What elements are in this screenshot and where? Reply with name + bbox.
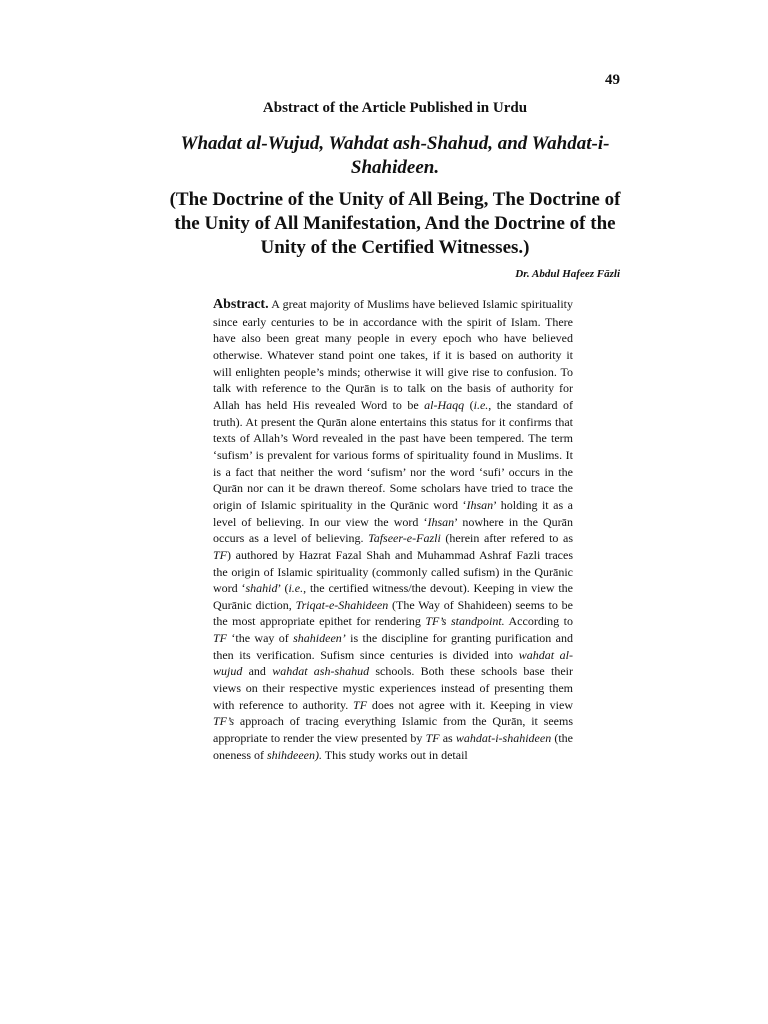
abstract-paragraph [213,296,573,763]
abstract-label: Abstract. [213,297,269,312]
abstract-italic-term: shahideen’ [293,631,346,646]
abstract-text-run: ’ nowhere in the Qurān occurs as a level of believing. [213,514,573,546]
abstract-text-run: ‘the way of [227,631,294,646]
author-name: Dr. Abdul Hafeez Fāzli [515,268,620,280]
abstract-italic-term: i.e. [473,397,489,412]
abstract-text-run: approach of tracing everything Islamic from the Qurān, it seems appropriate to render the view presented by [213,714,573,746]
page-number: 49 [605,72,620,88]
abstract-text-run: schools. Both these schools base their views on their respective mystic experiences instead of presenting them with reference to authority. [213,664,573,712]
abstract-text-run: ) authored by Hazrat Fazal Shah and Muhammad Ashraf Fazli traces the origin of Islamic spirituality (commonly called sufism) in the Qurānic word ‘ [213,547,573,596]
abstract-text-run: This study works out in detail [321,747,468,762]
article-heading: Abstract of the Article Published in Urdu [262,100,528,116]
abstract-text-run: as [439,731,456,746]
abstract-italic-term: wahdat al-wujud [213,647,573,679]
abstract-italic-term: TF [213,631,228,646]
abstract-text-run: and [242,664,273,679]
abstract-italic-term: TF’s [213,714,235,729]
abstract-text-run: is the discipline for granting purification and then its verification. Sufism since centuries is divided into [213,631,573,662]
abstract-text-run: According to [504,614,574,629]
abstract-text-run: (herein after refered to as [440,531,573,546]
abstract-text-run: , the standard of truth). At present the Qurān alone entertains this status for it confirms that texts of Allah’s Word revealed in the past have been tempered. The term ‘sufism’ is prevalent for various forms of spirituality found in Muslims. It is a fact that neither the word ‘sufism’ nor the word ‘sufi’ occurs in the Qurān nor can it be drawn thereof. Some scholars have tried to trace the origin of Islamic spirituality in the Qurānic word ‘ [213,397,573,512]
article-subtitle: (The Doctrine of the Unity of All Being, The Doctrine of the Unity of All Manifestation, And the Doctrine of the Unity of the Certified Witnesses.) [169,189,621,258]
abstract-italic-term: shahid [245,581,278,596]
abstract-text-run: does not agree with it. Keeping in view [367,697,573,712]
abstract-italic-term: i.e. [288,581,304,596]
abstract-italic-term: TF’s standpoint. [425,614,505,629]
abstract-italic-term: shihdeeen). [267,747,322,762]
article-title: Whadat al-Wujud, Wahdat ash-Shahud, and Wahdat-i-Shahideen. [180,133,610,178]
abstract-italic-term: TF [353,697,368,712]
abstract-text-run: (the oneness of [213,731,573,762]
abstract-body [213,297,573,762]
abstract-text-run: (The Way of Shahideen) seems to be the most appropriate epithet for rendering [213,597,573,629]
abstract-italic-term: Tafseer-e-Fazli [368,531,441,546]
abstract-italic-term: TF [213,547,228,562]
abstract-text-run: ( [464,397,474,412]
abstract-text-run: , the certified witness/the devout). Keeping in view the Qurānic diction, [213,581,573,612]
abstract-italic-term: al-Haqq [424,397,465,412]
abstract-italic-term: Ihsan [466,497,494,512]
abstract-text-run: ’ holding it as a level of believing. In our view the word ‘ [213,497,573,529]
abstract-text-run: A great majority of Muslims have believed Islamic spirituality since early centuries to be in accordance with the spirit of Islam. There have also been great many people in every epoch who have believed otherwise. Whatever stand point one takes, if it is based on authority it will enlighten people’s minds; otherwise it will give rise to confusion. To talk with reference to the Qurān is to talk on the basis of authority for Allah has held His revealed Word to be [213,297,573,412]
abstract-italic-term: Ihsan [427,514,455,529]
abstract-italic-term: wahdat-i-shahideen [455,731,552,746]
abstract-italic-term: TF [425,731,440,746]
abstract-text-run: ’ ( [277,581,289,596]
abstract-italic-term: Triqat-e-Shahideen [295,597,389,612]
abstract-italic-term: wahdat ash-shahud [272,664,370,679]
